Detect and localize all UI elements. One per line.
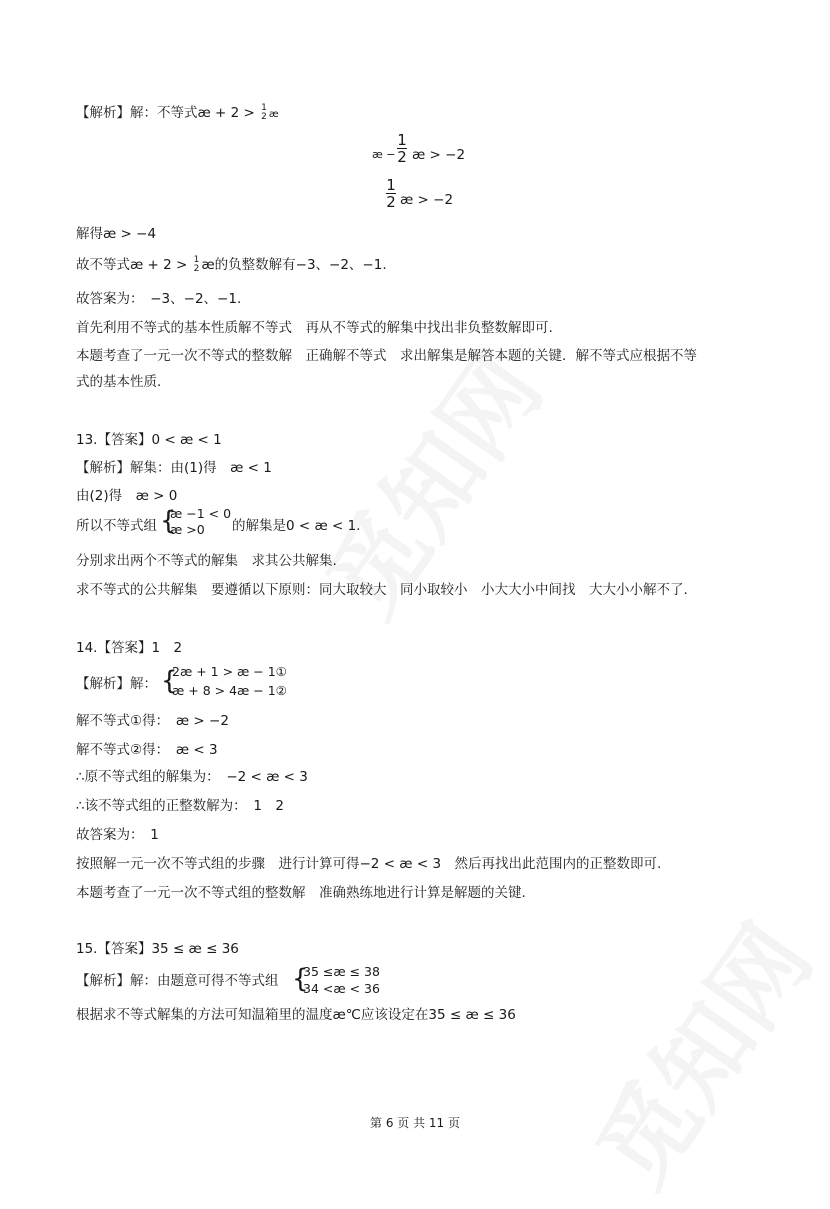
q14-title: 14.【答案】1 2 (76, 640, 183, 656)
q14-answer: 故答案为： 1 (76, 827, 159, 843)
q12-answer: 故答案为： −3、−2、−1. (76, 291, 242, 307)
q12-prefix: 【解析】解：不等式 (76, 105, 198, 121)
q12-comment-2: 式的基本性质. (76, 374, 162, 390)
q12-method: 首先利用不等式的基本性质解不等式 再从不等式的解集中找出非负整数解即可. (76, 320, 553, 336)
q12-step1: æ − (372, 148, 396, 161)
q13-system-line-1: æ −1 < 0 (170, 506, 232, 521)
q15-analysis-prefix: 【解析】解：由题意可得不等式组 (76, 973, 279, 989)
q12-comment-1: 本题考查了一元一次不等式的整数解 正确解不等式 求出解集是解答本题的关键．解不等式应根据不等 (76, 348, 697, 364)
q14-integers: ∴该不等式组的正整数解为： 1 2 (76, 798, 285, 814)
q13-rule: 求不等式的公共解集 要遵循以下原则：同大取较大 同小取较小 小大大小中间找 大大小小解不了. (76, 582, 688, 598)
q15-conclusion: 根据求不等式解集的方法可知温箱里的温度æ℃应该设定在35 ≤ æ ≤ 36 (76, 1007, 516, 1023)
q12-ineq: æ + 2 > (197, 105, 255, 121)
q13-system-line-2: æ >0 (170, 522, 205, 537)
q14-solve-1: 解不等式①得： æ > −2 (76, 713, 229, 729)
q14-system-line-2: æ + 8 > 4æ − 1② (172, 683, 287, 698)
left-brace: { (292, 964, 309, 994)
q15-system-line-2: 34 <æ < 36 (303, 981, 380, 996)
q13-system-prefix: 所以不等式组 (76, 518, 157, 534)
fraction-one-half: 1 2 (261, 103, 267, 122)
watermark-2 (560, 894, 830, 1208)
q12-step2-fraction: 1 2 (386, 176, 396, 211)
q12-analysis-line (76, 104, 279, 124)
q13-step2: 由(2)得 æ > 0 (76, 488, 178, 504)
q14-comment: 本题考查了一元一次不等式组的整数解 准确熟练地进行计算是解题的关键. (76, 885, 526, 901)
q13-analysis: 【解析】解集：由(1)得 æ < 1 (76, 460, 272, 476)
q12-solve: 解得æ > −4 (76, 226, 157, 242)
q14-method: 按照解一元一次不等式组的步骤 进行计算可得−2 < æ < 3 然后再找出此范围内的正整数即可. (76, 856, 662, 872)
page-footer: 第 6 页 共 11 页 (370, 1116, 460, 1130)
q12-var: æ (268, 109, 279, 120)
q12-negative-integers: 故不等式æ + 2 > 1 2 æ的负整数解有−3、−2、−1. (76, 255, 387, 274)
q15-title: 15.【答案】35 ≤ æ ≤ 36 (76, 941, 239, 957)
q13-method: 分别求出两个不等式的解集 求其公共解集. (76, 553, 337, 569)
q14-analysis-label: 【解析】解： (76, 676, 157, 692)
left-brace: { (161, 666, 178, 696)
q14-solve-2: 解不等式②得： æ < 3 (76, 742, 218, 758)
q15-system-line-1: 35 ≤æ ≤ 38 (303, 964, 380, 979)
left-brace: { (160, 506, 177, 536)
q13-title: 13.【答案】0 < æ < 1 (76, 432, 222, 448)
q12-step1-right: æ > −2 (412, 147, 466, 163)
q12-step1-fraction: 1 2 (397, 131, 407, 166)
q12-step2-right: æ > −2 (400, 192, 454, 208)
q13-system-suffix: 的解集是0 < æ < 1. (232, 518, 361, 534)
fraction-one-half: 1 2 (193, 255, 200, 274)
q14-system-line-1: 2æ + 1 > æ − 1① (172, 664, 287, 679)
q14-solution-set: ∴原不等式组的解集为： −2 < æ < 3 (76, 769, 308, 785)
